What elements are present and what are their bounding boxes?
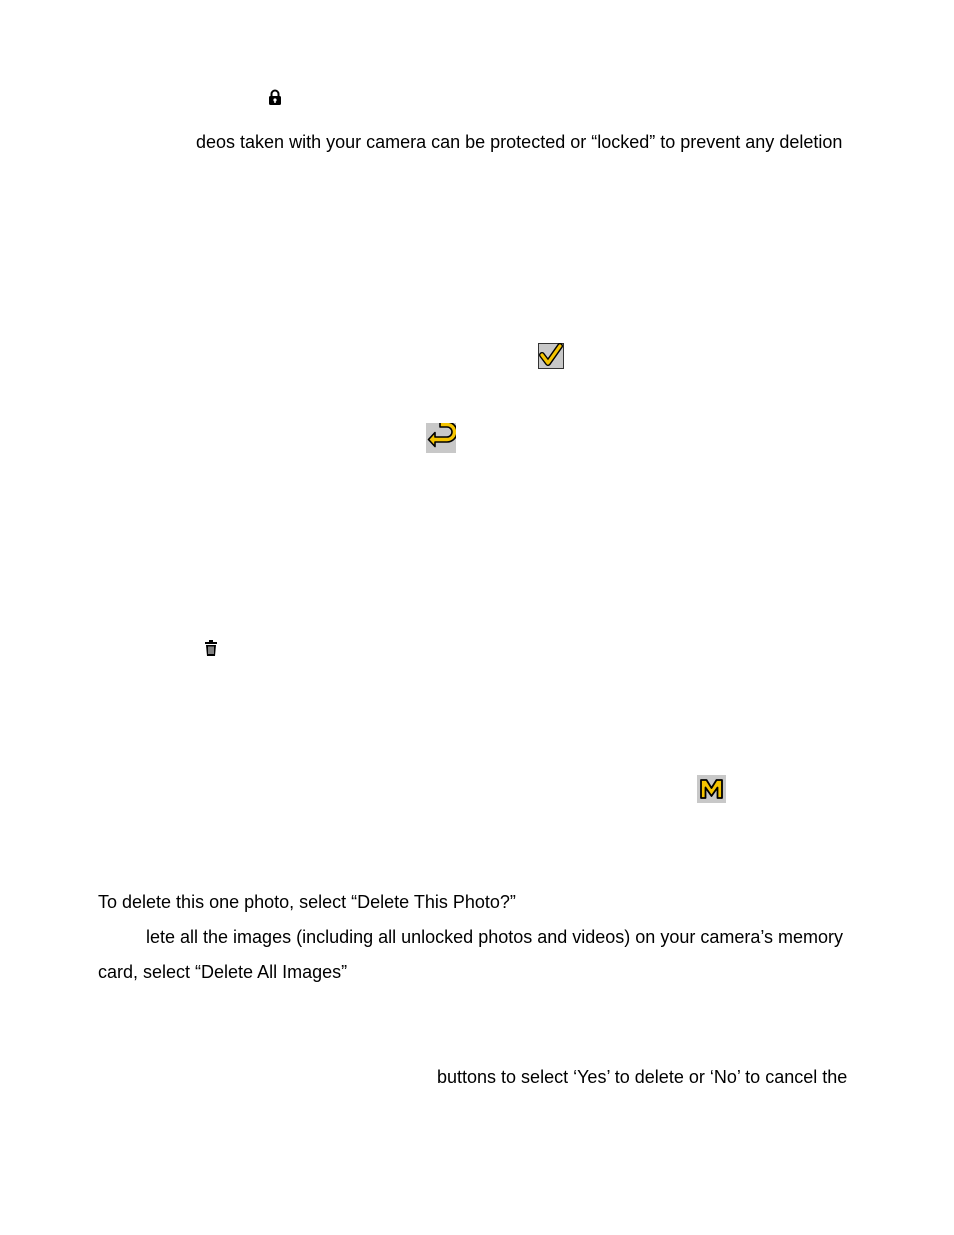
text-line-delete-all-cont: card, select “Delete All Images”: [98, 962, 348, 982]
checkmark-icon: [538, 343, 564, 369]
lock-icon: [268, 89, 282, 106]
trash-icon: [204, 640, 218, 656]
text-line-delete-one: To delete this one photo, select “Delete This Photo?”: [98, 892, 516, 912]
return-arrow-icon: [426, 423, 456, 453]
menu-m-icon: [697, 775, 726, 803]
text-line-delete-all: lete all the images (including all unlocked photos and videos) on your camera’s memory: [146, 927, 844, 947]
text-line-confirm: buttons to select ‘Yes’ to delete or ‘No’ to cancel the: [437, 1067, 848, 1087]
text-line-protect: deos taken with your camera can be protected or “locked” to prevent any deletion: [196, 132, 843, 152]
